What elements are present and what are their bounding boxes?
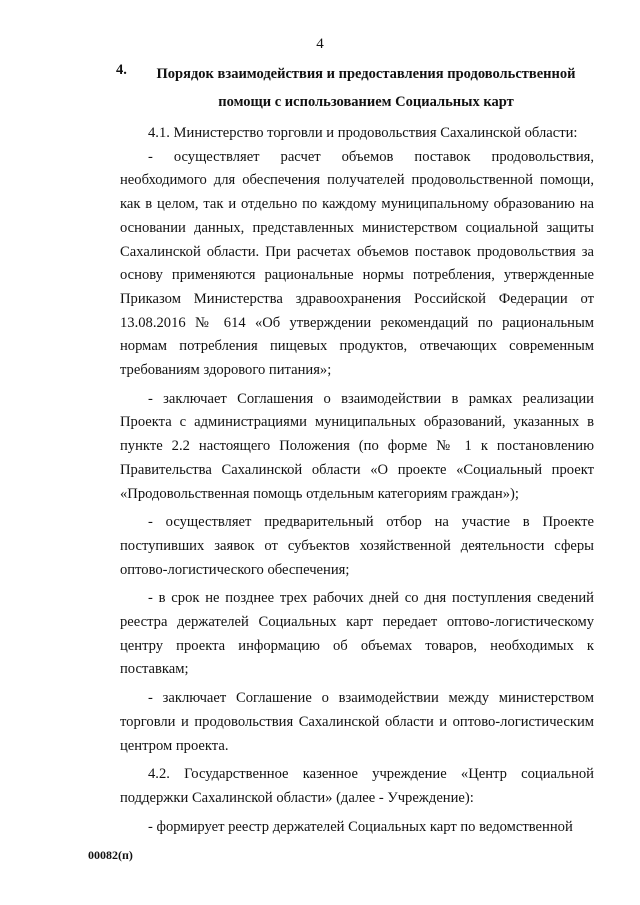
paragraph-logistics-agreement: - заключает Соглашение о взаимодействии между министерством торговли и продовольствия Сахалинской области и оптово-логистическим центром проекта. bbox=[120, 690, 594, 754]
paragraph-4-1: 4.1. Министерство торговли и продовольствия Сахалинской области: bbox=[148, 125, 578, 141]
section-number: 4. bbox=[116, 62, 127, 78]
section-title: Порядок взаимодействия и предоставления продовольственной помощи с использованием Социальных карт bbox=[156, 66, 576, 110]
paragraph-municipal-agreements: - заключает Соглашения о взаимодействии в рамках реализации Проекта с администрациями муниципальных образований, указанных в пункте 2.2 настоящего Положения (по форме № 1 к постановлению Правительства Сахалинской области «О проекте «Социальный проект «Продовольственная помощь отдельным категориям граждан»); bbox=[120, 390, 594, 502]
paragraph-registry-formation: - формирует реестр держателей Социальных карт по ведомственной bbox=[148, 818, 573, 835]
paragraph-4-2: 4.2. Государственное казенное учреждение «Центр социальной поддержки Сахалинской области» (далее - Учреждение): bbox=[120, 766, 594, 806]
document-body bbox=[120, 122, 594, 839]
paragraph-supply-calculation: - осуществляет расчет объемов поставок продовольствия, необходимого для обеспечения получателей продовольственной помощи, как в целом, так и отдельно по каждому муниципальному образованию на основании данных, представленных министерством социальной защиты Сахалинской области. При расчетах объемов поставок продовольствия за основу применяются рациональные нормы потребления, утвержденные Приказом Министерства здравоохранения Российской Федерации от 13.08.2016 № 614 «Об утверждении рекомендаций по рациональным нормам потребления пищевых продуктов, отвечающих современным требованиям здорового питания»; bbox=[120, 148, 594, 379]
document-code: 00082(п) bbox=[88, 848, 133, 862]
page-number: 4 bbox=[316, 36, 324, 52]
paragraph-registry-transfer: - в срок не позднее трех рабочих дней со дня поступления сведений реестра держателей Социальных карт передает оптово-логистическому центру проекта информацию об объемах товаров, необходимых к поставкам; bbox=[120, 590, 594, 678]
paragraph-preliminary-selection: - осуществляет предварительный отбор на участие в Проекте поступивших заявок от субъектов хозяйственной деятельности сферы оптово-логистического обеспечения; bbox=[120, 514, 594, 578]
